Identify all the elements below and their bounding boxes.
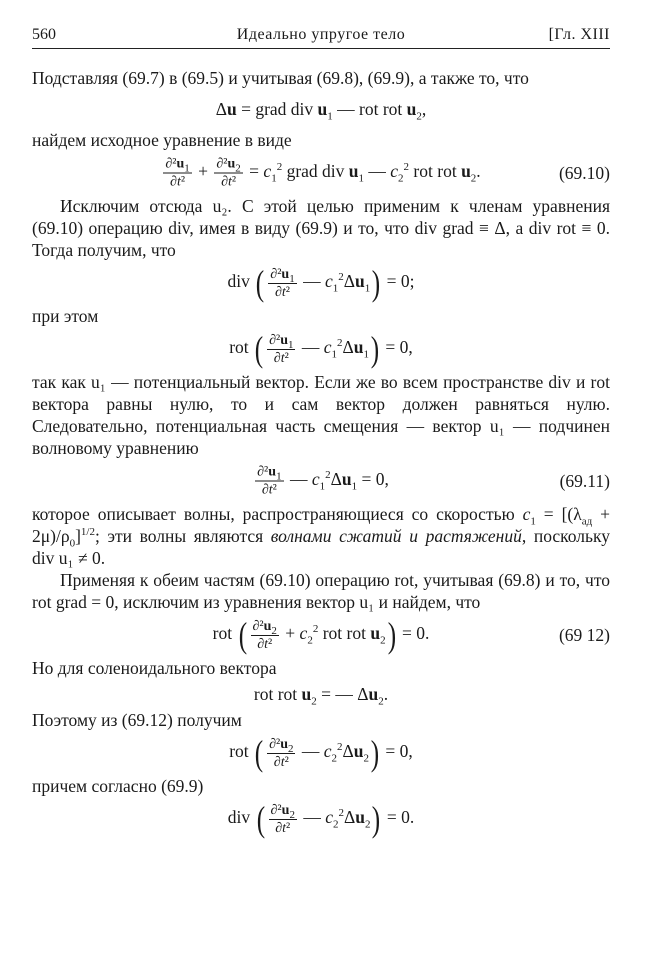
paragraph-8: Но для соленоидального вектора <box>32 658 277 678</box>
page <box>32 22 610 841</box>
paragraph-4: при этом <box>32 306 99 326</box>
paragraph-5: так как u₁ — потенциальный вектор. Если же во всем пространстве div и rot вектора равны нулю, то и сам вектор должен равняться нулю. Следовательно, потенциальная часть смещения — вектор u₁ — подчинен волновому уравнению <box>32 372 610 458</box>
running-title: Идеально упругое тело <box>236 26 406 43</box>
equation-rot: rot ( $\frac{\partial^2u_1}{\text{∂t²}}$ — $c_1^2\Delta u_1) = 0$, <box>229 329 413 369</box>
equation-69-11: $\frac{\partial^2u_1}{\text{∂t²}}$ — $c_1^2\Delta u_1 = 0$, (69.11) <box>257 464 610 498</box>
equation-div-u2: div ( $\frac{\partial^2u_2}{\text{∂t²}}$ — $c_2^2\Delta u_2) = 0$. <box>227 799 415 839</box>
equation-rotrot: rot rot $u_2$ = — $\Delta u_2$. <box>253 684 389 708</box>
paragraph-10: причем согласно (69.9) <box>32 776 204 796</box>
page-number: 560 <box>32 26 56 43</box>
equation-69-12: rot ( $\frac{\partial^2u_2}{\text{∂t²}}$ + $c_2^2$ rot rot $u_2) = 0$. (69 12) <box>212 615 610 655</box>
equation-number-69-10: (69.10) <box>558 163 610 183</box>
paragraph-3: Исключим отсюда u₂. С этой целью применим к членам уравнения (69.10) операцию div, имея в виду (69.9) и то, что div grad ≡ Δ, a div rot ≡ 0. Тогда получим, что <box>32 196 610 260</box>
paragraph-6: которое описывает волны, распространяющиеся со скоростью $c_1 = [(\lambda_{ад} + 2\mu)/\rho_0]^{1/2}$; эти волны являются волнами сжатий и растяжений, поскольку div u₁ ≠ 0. <box>32 504 611 568</box>
equation-div: div ( $\frac{\partial^2u_1}{\text{∂t²}}$ — $c_1^2\Delta u_1) = 0$; <box>227 263 415 303</box>
paragraph-2: найдем исходное уравнение в виде <box>32 130 292 150</box>
paragraph-9: Поэтому из (69.12) получим <box>32 710 242 730</box>
equation-rot-u2: rot ( $\frac{\partial^2u_2}{\text{∂t²}}$ — $c_2^2\Delta u_2) = 0$, <box>229 733 413 773</box>
equation-number-69-12: (69 12) <box>558 625 610 645</box>
running-header <box>32 22 610 49</box>
equation-number-69-11: (69.11) <box>559 471 610 491</box>
equation-laplacian: Δu = grad div $u_1$ — rot rot $u_2$, <box>215 99 427 123</box>
paragraph-7: Применяя к обеим частям (69.10) операцию rot, учитывая (69.8) и то, что rot grad = 0, исключим из уравнения вектор u₁ и найдем, что <box>32 570 610 612</box>
equation-69-10: $\frac{\partial^2u_1}{\text{∂t²}}$ + $\frac{\partial^2u_2}{\text{∂t²}}$ = $c_1^2$ grad div $u_1$ — $c_2^2$ rot rot $u_2$. (69.10) <box>165 156 610 190</box>
paragraph-1: Подставляя (69.7) в (69.5) и учитывая (69.8), (69.9), а также то, что <box>32 68 529 88</box>
chapter-label: [Гл. XIII <box>548 26 610 43</box>
